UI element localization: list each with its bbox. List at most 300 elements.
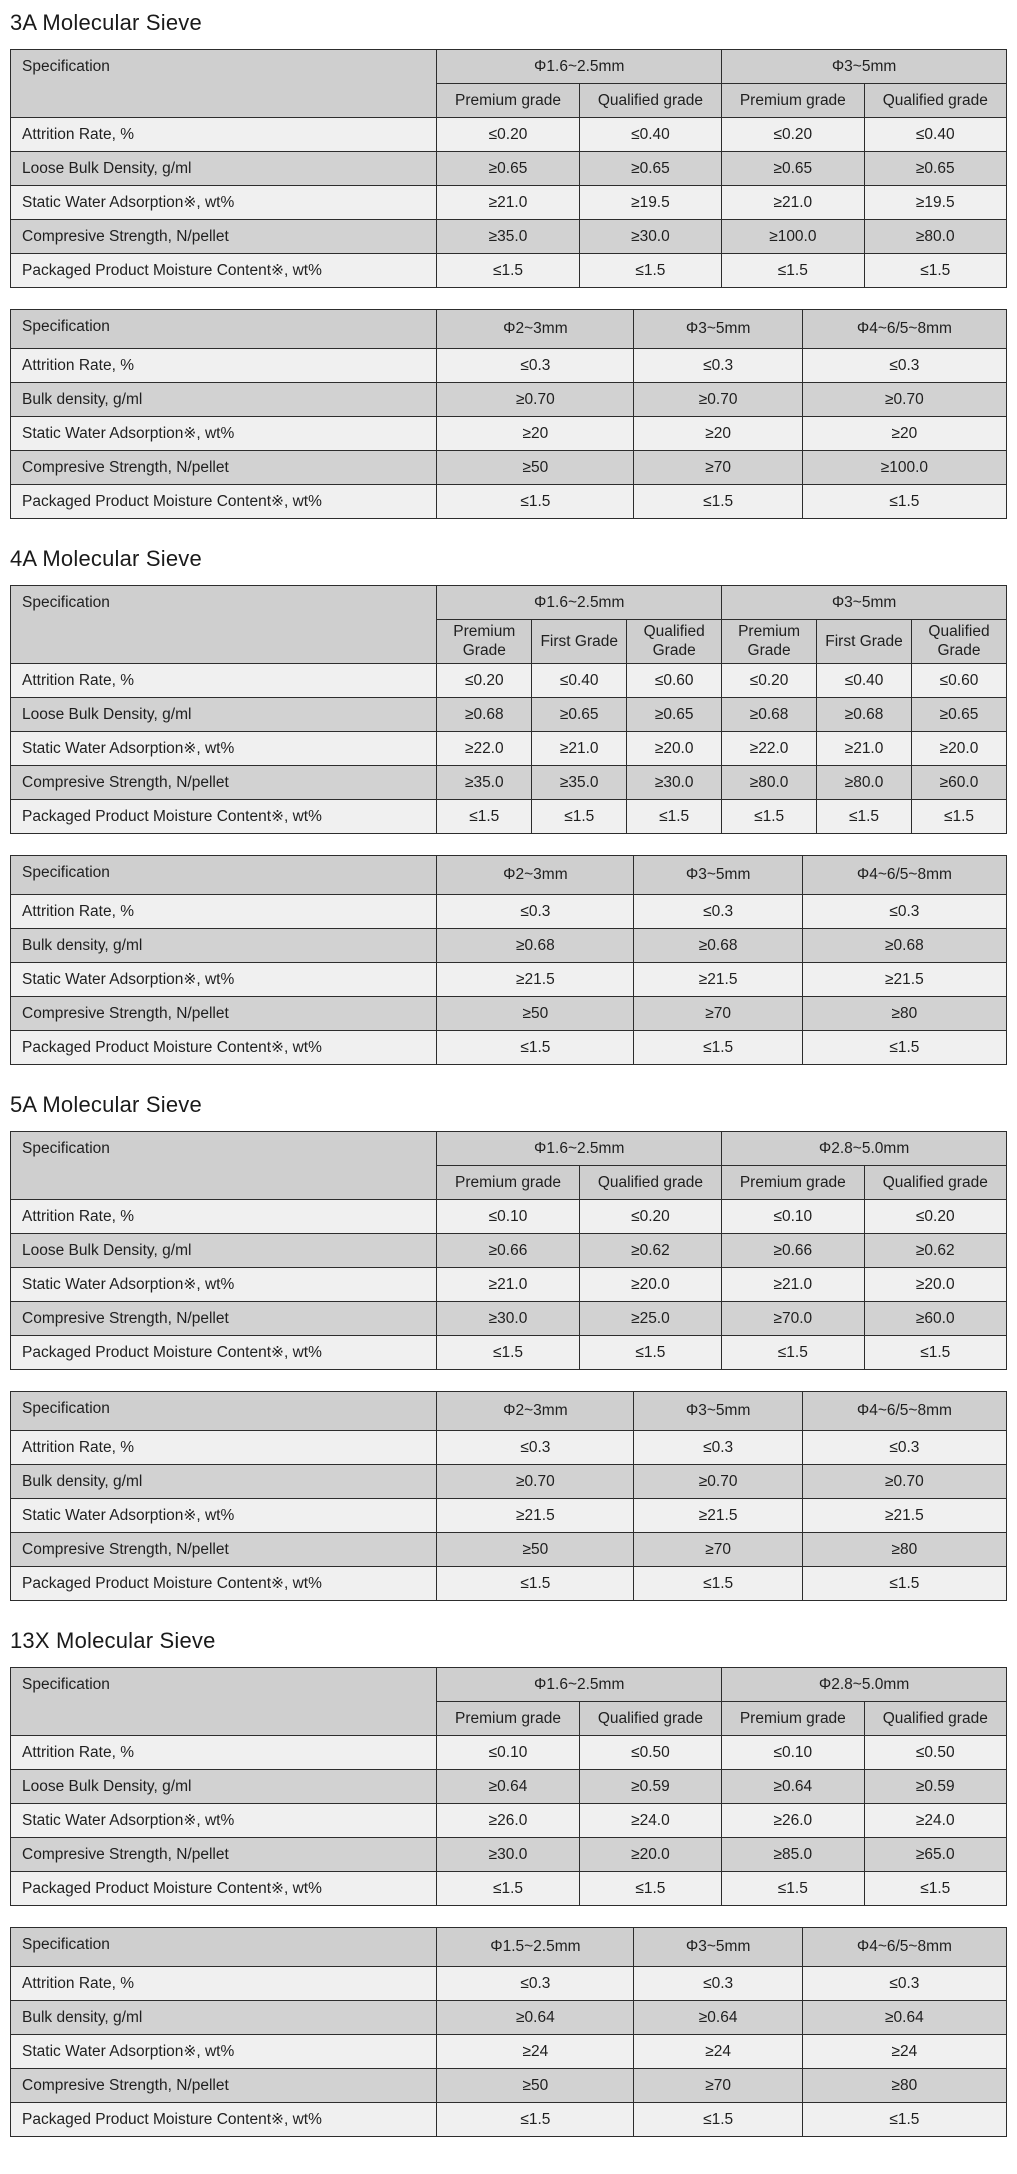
spec-value-cell: ≥35.0 [532, 765, 627, 799]
spec-value-cell: ≤0.3 [437, 1430, 634, 1464]
spec-value-cell: ≤0.3 [437, 349, 634, 383]
header-row-groups [11, 1131, 1007, 1165]
spec-row-label: Static Water Adsorption※, wt% [11, 2034, 437, 2068]
spec-value-cell: ≤0.3 [802, 894, 1006, 928]
table-row [11, 1199, 1007, 1233]
diameter-group-header: Φ2.8~5.0mm [722, 1131, 1007, 1165]
table-body [11, 349, 1007, 519]
spec-value-cell: ≥0.70 [802, 383, 1006, 417]
grade-header-cell: Premium grade [722, 84, 864, 118]
spec-value-cell: ≥100.0 [802, 451, 1006, 485]
spec-value-cell: ≤0.3 [802, 1430, 1006, 1464]
spec-value-cell: ≤1.5 [437, 1566, 634, 1600]
table-body [11, 1430, 1007, 1600]
spec-value-cell: ≤1.5 [864, 1871, 1006, 1905]
spec-value-cell: ≥20.0 [912, 731, 1007, 765]
table-row [11, 996, 1007, 1030]
spec-value-cell: ≤0.20 [722, 118, 864, 152]
header-row [11, 855, 1007, 894]
spec-value-cell: ≥70 [634, 2068, 802, 2102]
spec-value-cell: ≥20 [802, 417, 1006, 451]
spec-value-cell: ≥100.0 [722, 220, 864, 254]
table-row [11, 765, 1007, 799]
spec-row-label: Loose Bulk Density, g/ml [11, 1233, 437, 1267]
spec-value-cell: ≤1.5 [634, 485, 802, 519]
table-row [11, 1966, 1007, 2000]
spec-value-cell: ≤1.5 [579, 1335, 721, 1369]
spec-value-cell: ≥19.5 [864, 186, 1006, 220]
size-spec-table [10, 309, 1007, 519]
spec-value-cell: ≤1.5 [864, 1335, 1006, 1369]
spec-value-cell: ≥0.62 [864, 1233, 1006, 1267]
diameter-header-cell: Φ2~3mm [437, 310, 634, 349]
spec-value-cell: ≥20 [634, 417, 802, 451]
spec-value-cell: ≥24.0 [579, 1803, 721, 1837]
table-row [11, 731, 1007, 765]
spec-row-label: Attrition Rate, % [11, 894, 437, 928]
table-body [11, 118, 1007, 288]
spec-value-cell: ≥21.0 [532, 731, 627, 765]
header-row [11, 1927, 1007, 1966]
spec-value-cell: ≥0.64 [437, 1769, 579, 1803]
spec-value-cell: ≤0.20 [437, 663, 532, 697]
grade-header-cell: Premium Grade [437, 620, 532, 664]
spec-row-label: Attrition Rate, % [11, 118, 437, 152]
spec-value-cell: ≥0.70 [802, 1464, 1006, 1498]
spec-value-cell: ≥25.0 [579, 1301, 721, 1335]
header-row-groups [11, 1667, 1007, 1701]
spec-value-cell: ≤0.40 [532, 663, 627, 697]
grade-header-cell: Qualified grade [579, 84, 721, 118]
table-row [11, 1267, 1007, 1301]
grade-header-cell: Qualified grade [579, 1165, 721, 1199]
spec-value-cell: ≥35.0 [437, 220, 579, 254]
size-spec-table [10, 1391, 1007, 1601]
grade-spec-table [10, 1667, 1007, 1906]
diameter-group-header: Φ1.6~2.5mm [437, 1131, 722, 1165]
spec-value-cell: ≥70.0 [722, 1301, 864, 1335]
grade-header-cell: Premium grade [722, 1701, 864, 1735]
spec-value-cell: ≤1.5 [437, 1030, 634, 1064]
spec-value-cell: ≥0.65 [912, 697, 1007, 731]
spec-header-cell: Specification [11, 855, 437, 894]
spec-value-cell: ≥0.64 [802, 2000, 1006, 2034]
table-row [11, 962, 1007, 996]
grade-header-cell: First Grade [532, 620, 627, 664]
spec-value-cell: ≥21.0 [437, 186, 579, 220]
spec-value-cell: ≥21.5 [802, 1498, 1006, 1532]
spec-value-cell: ≥24 [634, 2034, 802, 2068]
spec-value-cell: ≥50 [437, 451, 634, 485]
spec-value-cell: ≤1.5 [634, 2102, 802, 2136]
table-row [11, 1233, 1007, 1267]
spec-value-cell: ≥0.64 [722, 1769, 864, 1803]
diameter-header-cell: Φ4~6/5~8mm [802, 855, 1006, 894]
spec-value-cell: ≥0.65 [579, 152, 721, 186]
diameter-header-cell: Φ3~5mm [634, 1927, 802, 1966]
spec-row-label: Packaged Product Moisture Content※, wt% [11, 485, 437, 519]
spec-row-label: Packaged Product Moisture Content※, wt% [11, 1566, 437, 1600]
spec-value-cell: ≤0.3 [437, 1966, 634, 2000]
spec-value-cell: ≤1.5 [437, 485, 634, 519]
table-row [11, 1301, 1007, 1335]
spec-value-cell: ≥0.70 [634, 383, 802, 417]
spec-value-cell: ≤1.5 [722, 254, 864, 288]
spec-value-cell: ≥80.0 [864, 220, 1006, 254]
spec-value-cell: ≥26.0 [722, 1803, 864, 1837]
spec-value-cell: ≥80 [802, 996, 1006, 1030]
table-row [11, 152, 1007, 186]
spec-value-cell: ≥21.5 [634, 1498, 802, 1532]
spec-row-label: Compresive Strength, N/pellet [11, 2068, 437, 2102]
table-body [11, 1966, 1007, 2136]
spec-value-cell: ≥0.64 [634, 2000, 802, 2034]
header-row-groups [11, 50, 1007, 84]
table-row [11, 1430, 1007, 1464]
spec-value-cell: ≥70 [634, 451, 802, 485]
spec-value-cell: ≤1.5 [437, 1871, 579, 1905]
table-header [11, 50, 1007, 118]
spec-value-cell: ≥21.5 [802, 962, 1006, 996]
spec-value-cell: ≤0.10 [722, 1199, 864, 1233]
spec-value-cell: ≥20.0 [579, 1267, 721, 1301]
spec-header-cell: Specification [11, 1667, 437, 1735]
spec-row-label: Static Water Adsorption※, wt% [11, 1498, 437, 1532]
spec-value-cell: ≥60.0 [912, 765, 1007, 799]
spec-value-cell: ≥0.68 [722, 697, 817, 731]
spec-value-cell: ≤0.3 [802, 1966, 1006, 2000]
spec-row-label: Compresive Strength, N/pellet [11, 220, 437, 254]
spec-value-cell: ≥21.5 [437, 1498, 634, 1532]
size-spec-table [10, 1927, 1007, 2137]
diameter-header-cell: Φ4~6/5~8mm [802, 1391, 1006, 1430]
grade-header-cell: First Grade [817, 620, 912, 664]
spec-value-cell: ≥0.66 [437, 1233, 579, 1267]
spec-value-cell: ≥22.0 [437, 731, 532, 765]
spec-value-cell: ≥60.0 [864, 1301, 1006, 1335]
spec-row-label: Static Water Adsorption※, wt% [11, 417, 437, 451]
spec-header-cell: Specification [11, 1927, 437, 1966]
spec-value-cell: ≥50 [437, 996, 634, 1030]
spec-value-cell: ≥50 [437, 1532, 634, 1566]
table-row [11, 254, 1007, 288]
spec-value-cell: ≥30.0 [627, 765, 722, 799]
diameter-header-cell: Φ4~6/5~8mm [802, 1927, 1006, 1966]
table-row [11, 663, 1007, 697]
table-row [11, 1464, 1007, 1498]
diameter-header-cell: Φ2~3mm [437, 855, 634, 894]
spec-value-cell: ≤1.5 [579, 1871, 721, 1905]
diameter-header-cell: Φ3~5mm [634, 310, 802, 349]
spec-value-cell: ≥20.0 [864, 1267, 1006, 1301]
spec-row-label: Attrition Rate, % [11, 1430, 437, 1464]
spec-header-cell: Specification [11, 586, 437, 664]
spec-row-label: Static Water Adsorption※, wt% [11, 731, 437, 765]
spec-row-label: Attrition Rate, % [11, 1199, 437, 1233]
table-row [11, 1837, 1007, 1871]
section-title: 13X Molecular Sieve [10, 1627, 216, 1653]
table-header [11, 1131, 1007, 1199]
spec-value-cell: ≤0.3 [802, 349, 1006, 383]
spec-value-cell: ≤0.20 [579, 1199, 721, 1233]
spec-value-cell: ≤0.3 [634, 1430, 802, 1464]
spec-value-cell: ≤1.5 [802, 1566, 1006, 1600]
spec-value-cell: ≥0.65 [627, 697, 722, 731]
spec-header-cell: Specification [11, 1391, 437, 1430]
table-row [11, 349, 1007, 383]
diameter-group-header: Φ1.6~2.5mm [437, 586, 722, 620]
spec-value-cell: ≤1.5 [437, 799, 532, 833]
grade-header-cell: Premium grade [437, 1165, 579, 1199]
spec-value-cell: ≤0.10 [437, 1199, 579, 1233]
spec-row-label: Compresive Strength, N/pellet [11, 1301, 437, 1335]
table-row [11, 220, 1007, 254]
spec-value-cell: ≤1.5 [634, 1030, 802, 1064]
spec-value-cell: ≥19.5 [579, 186, 721, 220]
spec-row-label: Compresive Strength, N/pellet [11, 451, 437, 485]
table-row [11, 1030, 1007, 1064]
grade-spec-table [10, 585, 1007, 834]
spec-value-cell: ≥20 [437, 417, 634, 451]
spec-value-cell: ≥21.0 [817, 731, 912, 765]
spec-value-cell: ≤0.3 [437, 894, 634, 928]
spec-value-cell: ≤0.40 [817, 663, 912, 697]
grade-spec-table [10, 49, 1007, 288]
spec-row-label: Packaged Product Moisture Content※, wt% [11, 2102, 437, 2136]
spec-row-label: Static Water Adsorption※, wt% [11, 186, 437, 220]
table-header [11, 1667, 1007, 1735]
spec-value-cell: ≤0.50 [864, 1735, 1006, 1769]
spec-row-label: Loose Bulk Density, g/ml [11, 1769, 437, 1803]
grade-spec-table [10, 1131, 1007, 1370]
table-row [11, 2000, 1007, 2034]
spec-row-label: Attrition Rate, % [11, 1966, 437, 2000]
table-row [11, 417, 1007, 451]
spec-value-cell: ≤1.5 [532, 799, 627, 833]
diameter-header-cell: Φ4~6/5~8mm [802, 310, 1006, 349]
grade-header-cell: Premium grade [437, 1701, 579, 1735]
spec-value-cell: ≤1.5 [864, 254, 1006, 288]
spec-value-cell: ≤1.5 [722, 1871, 864, 1905]
table-header [11, 1927, 1007, 1966]
spec-row-label: Static Water Adsorption※, wt% [11, 1803, 437, 1837]
diameter-header-cell: Φ3~5mm [634, 1391, 802, 1430]
spec-row-label: Bulk density, g/ml [11, 928, 437, 962]
spec-row-label: Compresive Strength, N/pellet [11, 996, 437, 1030]
grade-header-cell: Qualified grade [579, 1701, 721, 1735]
spec-row-label: Attrition Rate, % [11, 1735, 437, 1769]
spec-row-label: Attrition Rate, % [11, 663, 437, 697]
spec-value-cell: ≥30.0 [437, 1837, 579, 1871]
table-row [11, 1532, 1007, 1566]
spec-value-cell: ≤0.10 [722, 1735, 864, 1769]
spec-value-cell: ≥0.59 [864, 1769, 1006, 1803]
spec-row-label: Packaged Product Moisture Content※, wt% [11, 1335, 437, 1369]
table-row [11, 1335, 1007, 1369]
spec-value-cell: ≤0.3 [634, 1966, 802, 2000]
spec-value-cell: ≥24.0 [864, 1803, 1006, 1837]
spec-row-label: Static Water Adsorption※, wt% [11, 1267, 437, 1301]
table-body [11, 663, 1007, 833]
spec-row-label: Compresive Strength, N/pellet [11, 1837, 437, 1871]
grade-header-cell: Qualified Grade [912, 620, 1007, 664]
spec-value-cell: ≤0.60 [627, 663, 722, 697]
table-row [11, 1498, 1007, 1532]
table-row [11, 1871, 1007, 1905]
diameter-header-cell: Φ3~5mm [634, 855, 802, 894]
spec-value-cell: ≤0.20 [437, 118, 579, 152]
section-title: 4A Molecular Sieve [10, 546, 202, 571]
grade-header-cell: Premium grade [437, 84, 579, 118]
table-row [11, 118, 1007, 152]
table-body [11, 894, 1007, 1064]
table-row [11, 186, 1007, 220]
size-spec-table [10, 855, 1007, 1065]
spec-value-cell: ≥24 [802, 2034, 1006, 2068]
spec-value-cell: ≤1.5 [437, 254, 579, 288]
spec-value-cell: ≥0.65 [437, 152, 579, 186]
spec-value-cell: ≥0.65 [864, 152, 1006, 186]
spec-value-cell: ≥0.68 [437, 697, 532, 731]
spec-value-cell: ≤0.40 [579, 118, 721, 152]
spec-value-cell: ≤1.5 [579, 254, 721, 288]
spec-value-cell: ≥0.59 [579, 1769, 721, 1803]
spec-value-cell: ≥30.0 [437, 1301, 579, 1335]
spec-value-cell: ≥0.70 [634, 1464, 802, 1498]
table-row [11, 1566, 1007, 1600]
spec-row-label: Packaged Product Moisture Content※, wt% [11, 1871, 437, 1905]
spec-row-label: Packaged Product Moisture Content※, wt% [11, 1030, 437, 1064]
spec-value-cell: ≤1.5 [627, 799, 722, 833]
spec-value-cell: ≥21.0 [722, 1267, 864, 1301]
spec-value-cell: ≥22.0 [722, 731, 817, 765]
spec-row-label: Static Water Adsorption※, wt% [11, 962, 437, 996]
table-row [11, 2068, 1007, 2102]
spec-value-cell: ≤1.5 [722, 799, 817, 833]
table-row [11, 697, 1007, 731]
grade-header-cell: Qualified grade [864, 84, 1006, 118]
table-header [11, 586, 1007, 664]
spec-value-cell: ≤0.60 [912, 663, 1007, 697]
grade-header-cell: Qualified Grade [627, 620, 722, 664]
diameter-header-cell: Φ1.5~2.5mm [437, 1927, 634, 1966]
spec-value-cell: ≥20.0 [627, 731, 722, 765]
section-title: 5A Molecular Sieve [10, 1091, 202, 1117]
spec-value-cell: ≤1.5 [802, 1030, 1006, 1064]
spec-value-cell: ≥70 [634, 996, 802, 1030]
table-row [11, 799, 1007, 833]
diameter-group-header: Φ2.8~5.0mm [722, 1667, 1007, 1701]
spec-value-cell: ≥0.68 [817, 697, 912, 731]
spec-value-cell: ≤0.40 [864, 118, 1006, 152]
spec-value-cell: ≥80 [802, 2068, 1006, 2102]
spec-value-cell: ≥0.64 [437, 2000, 634, 2034]
spec-row-label: Bulk density, g/ml [11, 1464, 437, 1498]
grade-header-cell: Qualified grade [864, 1701, 1006, 1735]
spec-value-cell: ≥24 [437, 2034, 634, 2068]
spec-value-cell: ≥0.68 [437, 928, 634, 962]
spec-row-label: Packaged Product Moisture Content※, wt% [11, 799, 437, 833]
spec-value-cell: ≥21.0 [437, 1267, 579, 1301]
header-row [11, 1391, 1007, 1430]
spec-value-cell: ≤1.5 [912, 799, 1007, 833]
spec-row-label: Loose Bulk Density, g/ml [11, 697, 437, 731]
spec-row-label: Attrition Rate, % [11, 349, 437, 383]
spec-value-cell: ≥21.5 [634, 962, 802, 996]
grade-header-cell: Qualified grade [864, 1165, 1006, 1199]
spec-value-cell: ≤1.5 [802, 2102, 1006, 2136]
diameter-header-cell: Φ2~3mm [437, 1391, 634, 1430]
table-row [11, 383, 1007, 417]
spec-value-cell: ≥21.5 [437, 962, 634, 996]
spec-value-cell: ≤1.5 [802, 485, 1006, 519]
table-row [11, 928, 1007, 962]
spec-row-label: Compresive Strength, N/pellet [11, 1532, 437, 1566]
spec-value-cell: ≥21.0 [722, 186, 864, 220]
spec-row-label: Loose Bulk Density, g/ml [11, 152, 437, 186]
table-header [11, 855, 1007, 894]
spec-row-label: Bulk density, g/ml [11, 2000, 437, 2034]
spec-header-cell: Specification [11, 50, 437, 118]
diameter-group-header: Φ3~5mm [722, 50, 1007, 84]
spec-value-cell: ≤0.10 [437, 1735, 579, 1769]
spec-row-label: Compresive Strength, N/pellet [11, 765, 437, 799]
spec-value-cell: ≥80.0 [722, 765, 817, 799]
diameter-group-header: Φ1.6~2.5mm [437, 1667, 722, 1701]
spec-value-cell: ≤1.5 [722, 1335, 864, 1369]
spec-value-cell: ≥20.0 [579, 1837, 721, 1871]
spec-value-cell: ≥85.0 [722, 1837, 864, 1871]
table-row [11, 894, 1007, 928]
table-header [11, 1391, 1007, 1430]
spec-value-cell: ≥50 [437, 2068, 634, 2102]
spec-value-cell: ≥65.0 [864, 1837, 1006, 1871]
table-row [11, 1769, 1007, 1803]
spec-value-cell: ≥30.0 [579, 220, 721, 254]
spec-value-cell: ≥0.62 [579, 1233, 721, 1267]
spec-value-cell: ≥0.66 [722, 1233, 864, 1267]
spec-value-cell: ≤1.5 [817, 799, 912, 833]
header-row-groups [11, 586, 1007, 620]
table-row [11, 2102, 1007, 2136]
spec-value-cell: ≥0.70 [437, 1464, 634, 1498]
header-row [11, 310, 1007, 349]
spec-value-cell: ≥35.0 [437, 765, 532, 799]
spec-value-cell: ≥0.70 [437, 383, 634, 417]
spec-value-cell: ≤1.5 [437, 1335, 579, 1369]
spec-value-cell: ≥0.65 [532, 697, 627, 731]
spec-value-cell: ≤0.20 [864, 1199, 1006, 1233]
spec-value-cell: ≤1.5 [634, 1566, 802, 1600]
spec-value-cell: ≥80 [802, 1532, 1006, 1566]
spec-header-cell: Specification [11, 1131, 437, 1199]
table-row [11, 451, 1007, 485]
section-title: 3A Molecular Sieve [10, 10, 202, 35]
table-body [11, 1735, 1007, 1905]
spec-value-cell: ≥0.68 [634, 928, 802, 962]
table-header [11, 310, 1007, 349]
spec-row-label: Packaged Product Moisture Content※, wt% [11, 254, 437, 288]
spec-header-cell: Specification [11, 310, 437, 349]
spec-value-cell: ≤1.5 [437, 2102, 634, 2136]
spec-value-cell: ≤0.50 [579, 1735, 721, 1769]
spec-value-cell: ≥0.68 [802, 928, 1006, 962]
spec-value-cell: ≤0.3 [634, 894, 802, 928]
spec-value-cell: ≥70 [634, 1532, 802, 1566]
spec-row-label: Bulk density, g/ml [11, 383, 437, 417]
table-row [11, 2034, 1007, 2068]
spec-value-cell: ≤0.3 [634, 349, 802, 383]
